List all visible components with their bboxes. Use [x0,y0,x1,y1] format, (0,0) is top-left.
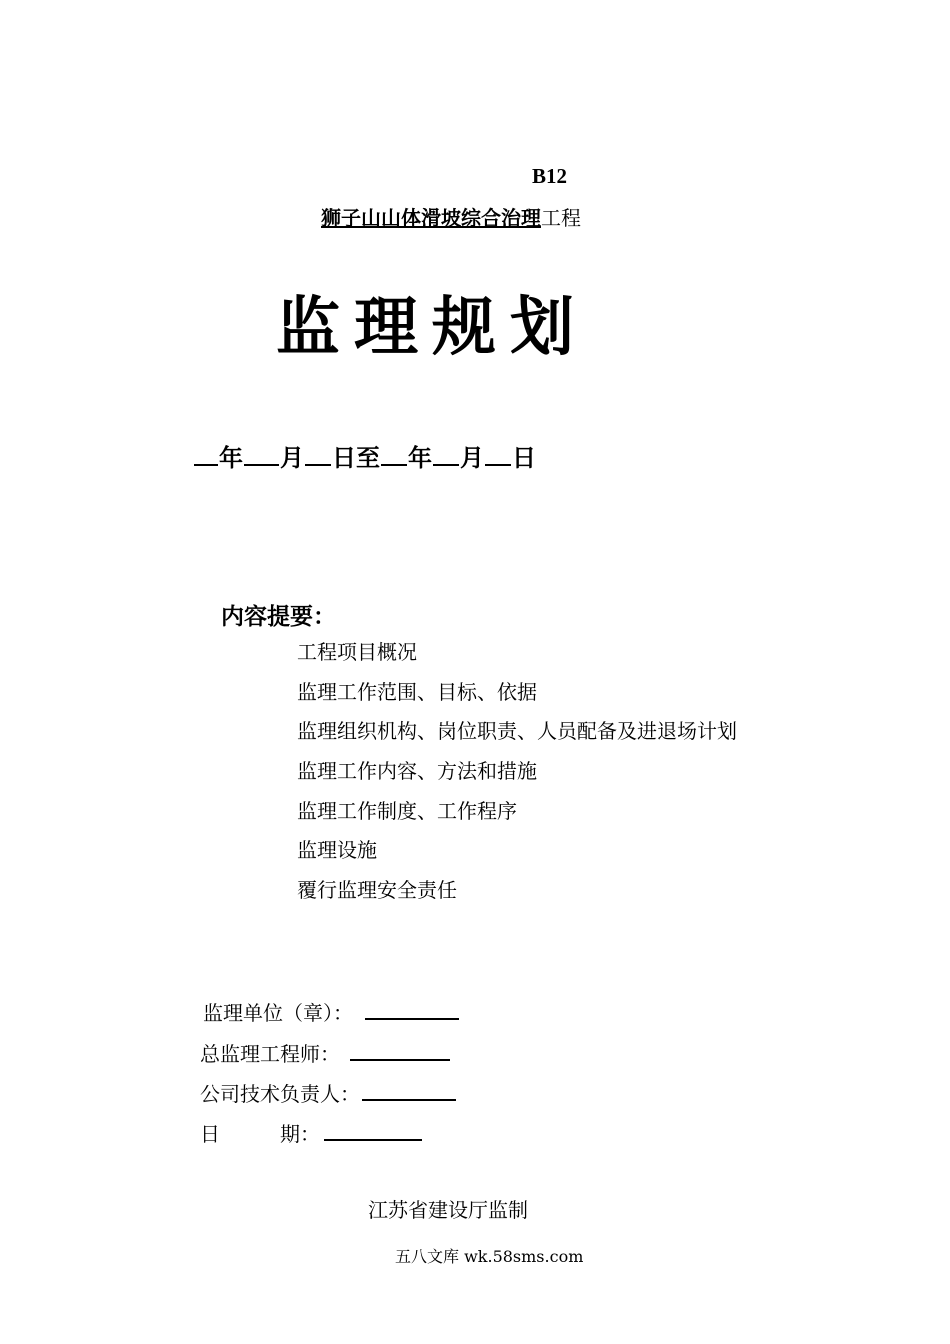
contents-item: 监理设施 [297,838,377,863]
page-title: 监理规划 [276,291,588,365]
signature-unit-line [365,1000,459,1020]
period-day2-label: 日 [512,444,536,472]
period-blank-day2 [485,442,511,466]
contents-item: 监理组织机构、岗位职责、人员配备及进退场计划 [297,719,737,744]
signature-chief-row [200,1038,450,1067]
contents-item: 覆行监理安全责任 [297,878,457,903]
project-name-suffix: 工程 [541,206,581,230]
project-name-underlined: 狮子山山体滑坡综合治理 [321,206,541,230]
signature-unit-row [203,997,459,1026]
signature-unit-label: 监理单位（章）： [203,1001,353,1025]
period-blank-month2 [433,442,459,466]
watermark-text: 五八文库 wk.58sms.com [395,1247,584,1266]
period-month1-label: 月 [280,444,304,472]
contents-item: 工程项目概况 [297,640,417,664]
signature-tech-line [362,1081,456,1101]
signature-chief-label: 总监理工程师： [200,1042,340,1066]
period-blank-month1 [244,442,279,466]
period-blank-year2 [381,442,407,466]
contents-list [297,637,737,915]
issuer-text: 江苏省建设厅监制 [368,1198,528,1222]
period-blank-day1 [305,442,331,466]
period-year2-label: 年 [408,444,432,472]
signature-date-row [200,1118,422,1147]
contents-item: 监理工作内容、方法和措施 [297,759,537,784]
period-month2-label: 月 [460,444,484,472]
document-code: B12 [532,164,568,188]
contents-item: 监理工作范围、目标、依据 [297,679,537,704]
contents-item: 监理工作制度、工作程序 [297,798,517,823]
period-year1-label: 年 [219,444,243,472]
signature-date-line [324,1121,422,1141]
period-day1-label: 日至 [332,444,380,472]
contents-heading: 内容提要： [221,604,336,630]
signature-tech-label: 公司技术负责人： [200,1082,360,1106]
signature-tech-row [200,1078,456,1107]
period-blank-year1 [194,442,218,466]
signature-chief-line [350,1041,450,1061]
project-name [321,202,581,231]
period-line [193,438,536,473]
signature-date-label: 日 期： [200,1122,320,1146]
